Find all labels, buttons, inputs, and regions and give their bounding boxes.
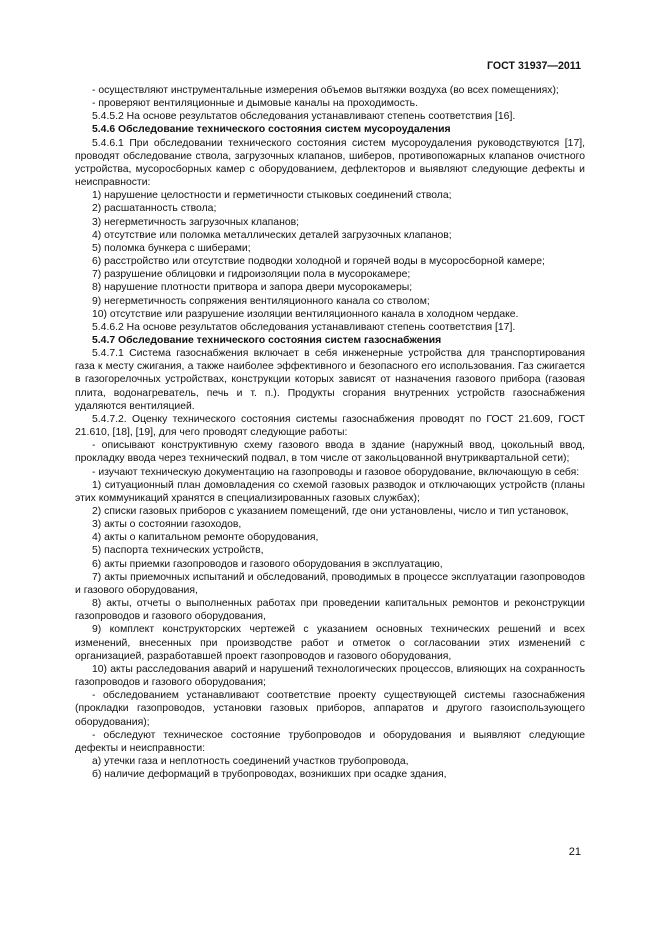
- paragraph: 7) акты приемочных испытаний и обследований, проводимых в процессе эксплуатации газопроводов и газового оборудования,: [75, 571, 585, 596]
- paragraph: - осуществляют инструментальные измерения объемов вытяжки воздуха (во всех помещениях);: [92, 85, 559, 96]
- paragraph: 3) негерметичность загрузочных клапанов;: [92, 216, 300, 228]
- paragraph: 10) акты расследования аварий и нарушений технологических процессов, влияющих на сохранность газопроводов и газового оборудования;: [75, 663, 585, 689]
- paragraph: 1) ситуационный план домовладения со схемой газовых разводок и отключающих устройств (планы этих коммуникаций хранятся в специализированных газовых службах);: [75, 479, 585, 504]
- paragraph: - описывают конструктивную схему газового ввода в здание (наружный ввод, цокольный ввод, прокладку ввода через технический подвал, в том числе от закольцованной внутриквартальной сети);: [75, 440, 585, 465]
- paragraph: 7) разрушение облицовки и гидроизоляции пола в мусорокамере;: [92, 269, 411, 281]
- paragraph: 2) списки газовых приборов с указанием помещений, где они установлены, число и тип установок,: [92, 506, 569, 517]
- paragraph: 2) расшатанность ствола;: [92, 203, 217, 215]
- paragraph: 10) отсутствие или разрушение изоляции вентиляционного канала в холодном чердаке.: [92, 308, 519, 320]
- paragraph: 5.4.7.1 Система газоснабжения включает в себя инженерные устройства для транспортирования газа к месту сжигания, а также наиболее эффективного и безопасного его использования. Газ сжигается в газогорелочных устройствах, конструкции которых зависят от назначения газового прибора (газовая плита, водонагреватель, печь и т. п.). Продукты сгорания внутренних устройств газоснабжения удаляются вентиляцией.: [75, 348, 585, 412]
- paragraph: 4) акты о капитальном ремонте оборудования,: [92, 532, 319, 544]
- paragraph: 9) комплект конструкторских чертежей с указанием основных технических решений и всех изменений, внесенных при производстве работ и отметок о согласовании этих изменений с организацией, разработавшей проект газопроводов и газового оборудования,: [75, 624, 585, 662]
- paragraph: - обследуют техническое состояние трубопроводов и оборудования и выявляют следующие дефекты и неисправности:: [75, 729, 585, 754]
- paragraph: 8) нарушение плотности притвора и запора двери мусорокамеры;: [92, 282, 413, 294]
- paragraph: 5.4.7.2. Оценку технического состояния системы газоснабжения проводят по ГОСТ 21.609, ГОСТ 21.610, [18], [19], для чего проводят следующие работы:: [75, 413, 585, 439]
- paragraph: 3) акты о состоянии газоходов,: [92, 519, 242, 531]
- paragraph: б) наличие деформаций в трубопроводах, возникших при осадке здания,: [92, 769, 447, 781]
- paragraph: 5) паспорта технических устройств,: [92, 545, 264, 557]
- document-number-header: ГОСТ 31937—2011: [487, 60, 581, 72]
- section-heading: 5.4.7 Обследование технического состояния систем газоснабжения: [92, 334, 442, 346]
- paragraph: 5.4.6.2 На основе результатов обследования устанавливают степень соответствия [17].: [92, 321, 516, 333]
- section-heading: 5.4.6 Обследование технического состояния систем мусороудаления: [92, 124, 451, 136]
- page-number: 21: [568, 846, 581, 858]
- paragraph: 1) нарушение целостности и герметичности стыковых соединений ствола;: [92, 190, 452, 202]
- paragraph: - изучают техническую документацию на газопроводы и газовое оборудование, включающую в себя:: [92, 466, 580, 478]
- paragraph: а) утечки газа и неплотность соединений участков трубопровода,: [92, 755, 409, 767]
- document-body: [75, 84, 585, 781]
- paragraph: - обследованием устанавливают соответствие проекту существующей системы газоснабжения (прокладки газопроводов, установки газовых приборов, аппаратов и другого газоиспользующего оборудования);: [75, 690, 585, 728]
- paragraph: 6) расстройство или отсутствие подводки холодной и горячей воды в мусоросборной камере;: [92, 256, 545, 268]
- paragraph: 9) негерметичность сопряжения вентиляционного канала со стволом;: [92, 295, 430, 307]
- paragraph: 6) акты приемки газопроводов и газового оборудования в эксплуатацию,: [92, 558, 443, 570]
- paragraph: 8) акты, отчеты о выполненных работах при проведении капитальных ремонтов и реконструкции газопроводов и газового оборудования,: [75, 598, 585, 623]
- paragraph: 5) поломка бункера с шиберами;: [92, 242, 251, 254]
- paragraph: 4) отсутствие или поломка металлических деталей загрузочных клапанов;: [92, 229, 452, 241]
- paragraph: - проверяют вентиляционные и дымовые каналы на проходимость.: [92, 98, 418, 110]
- paragraph: 5.4.5.2 На основе результатов обследования устанавливают степень соответствия [16].: [92, 111, 516, 123]
- paragraph: 5.4.6.1 При обследовании технического состояния систем мусороудаления руководствуются [17], проводят обследование ствола, загрузочных клапанов, шиберов, противопожарных клапанов очистного устройства, мусоросборных камер с оборудованием, дефлекторов и выявляют следующие дефекты и неисправности:: [75, 137, 585, 189]
